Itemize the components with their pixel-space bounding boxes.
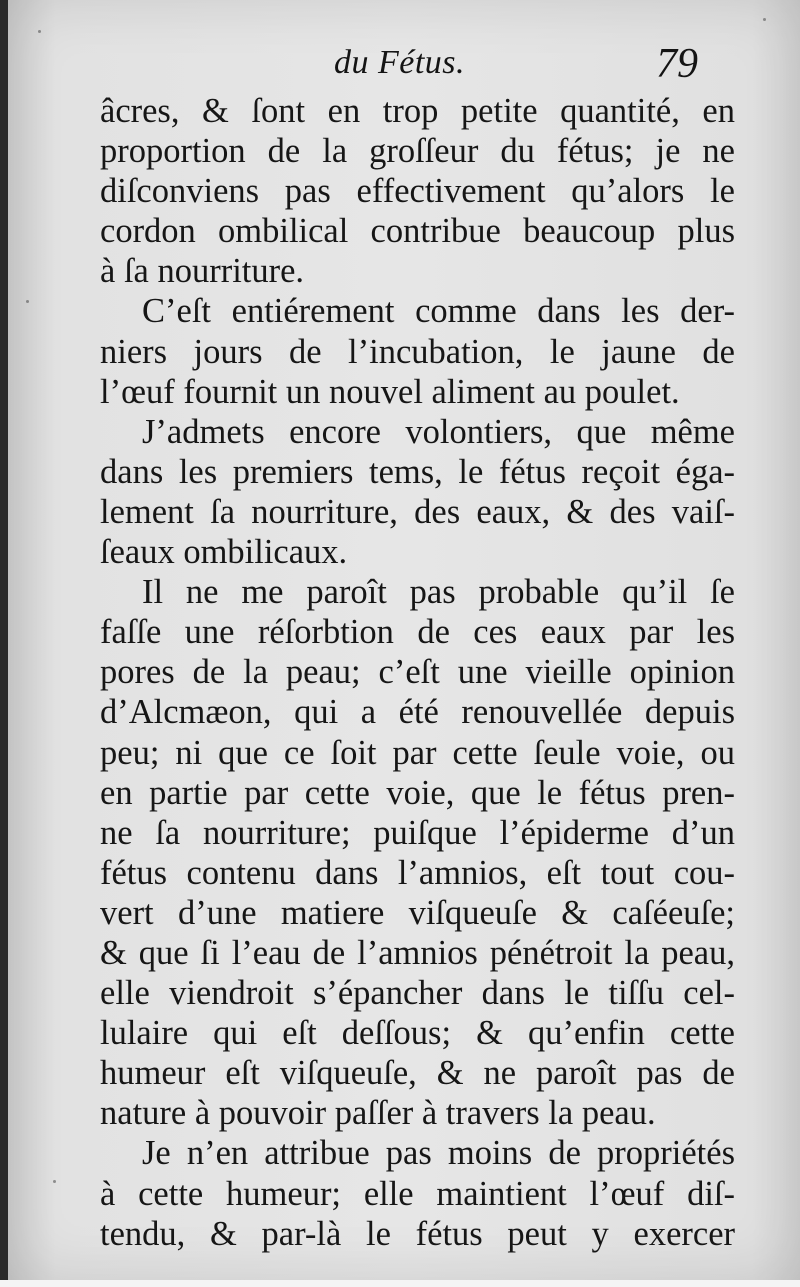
text-line: ſeaux ombilicaux.	[100, 533, 348, 572]
text-line: Je n’en attribue pas moins de propriétés	[142, 1134, 735, 1173]
text-line: cordon ombilical contribue beaucoup plus	[100, 212, 735, 251]
text-line: diſconviens pas effectivement qu’alors le	[100, 172, 735, 211]
text-line: C’eſt entiérement comme dans les der-	[142, 292, 735, 331]
page-bottom-edge	[0, 1280, 800, 1287]
text-line: niers jours de l’incubation, le jaune de	[100, 332, 735, 371]
text-line: lement ſa nourriture, des eaux, & des vaiſ-	[100, 492, 735, 531]
text-line: nature à pouvoir paſſer à travers la peau.	[100, 1094, 656, 1133]
text-line: J’admets encore volontiers, que même	[142, 412, 735, 451]
running-title: du Fétus.	[334, 44, 466, 81]
text-line: vert d’une matiere viſqueuſe & caſéeuſe;	[100, 893, 735, 932]
page-header	[8, 40, 800, 96]
text-line: pores de la peau; c’eſt une vieille opinion	[100, 653, 735, 692]
ink-speck	[763, 18, 766, 21]
text-line: l’œuf fournit un nouvel aliment au poulet.	[100, 372, 680, 411]
body-text	[100, 91, 735, 1254]
text-line: en partie par cette voie, que le fétus pren-	[100, 773, 735, 812]
page-number: 79	[656, 41, 698, 87]
text-line: lulaire qui eſt deſſous; & qu’enfin cette	[100, 1014, 735, 1053]
text-line: d’Alcmæon, qui a été renouvellée depuis	[100, 693, 735, 732]
text-line: elle viendroit s’épancher dans le tiſſu cel-	[100, 974, 735, 1013]
text-line: à ſa nourriture.	[100, 252, 305, 291]
text-line: proportion de la groſſeur du fétus; je ne	[100, 132, 735, 171]
book-page	[8, 0, 800, 1280]
text-line: & que ſi l’eau de l’amnios pénétroit la peau,	[100, 933, 735, 972]
text-line: fétus contenu dans l’amnios, eſt tout cou-	[100, 853, 735, 892]
text-line: ne ſa nourriture; puiſque l’épiderme d’un	[100, 813, 735, 852]
text-line: Il ne me paroît pas probable qu’il ſe	[142, 573, 735, 612]
text-line: humeur eſt viſqueuſe, & ne paroît pas de	[100, 1054, 735, 1093]
text-line: dans les premiers tems, le fétus reçoit éga-	[100, 452, 735, 491]
ink-speck	[26, 300, 29, 303]
text-line: peu; ni que ce ſoit par cette ſeule voie, ou	[100, 733, 735, 772]
text-line: tendu, & par-là le fétus peut y exercer	[100, 1214, 735, 1253]
ink-speck	[53, 1180, 56, 1183]
ink-speck	[38, 30, 41, 33]
text-line: âcres, & ſont en trop petite quantité, en	[100, 92, 735, 130]
text-line: faſſe une réſorbtion de ces eaux par les	[100, 613, 735, 652]
text-line: à cette humeur; elle maintient l’œuf diſ-	[100, 1174, 735, 1213]
